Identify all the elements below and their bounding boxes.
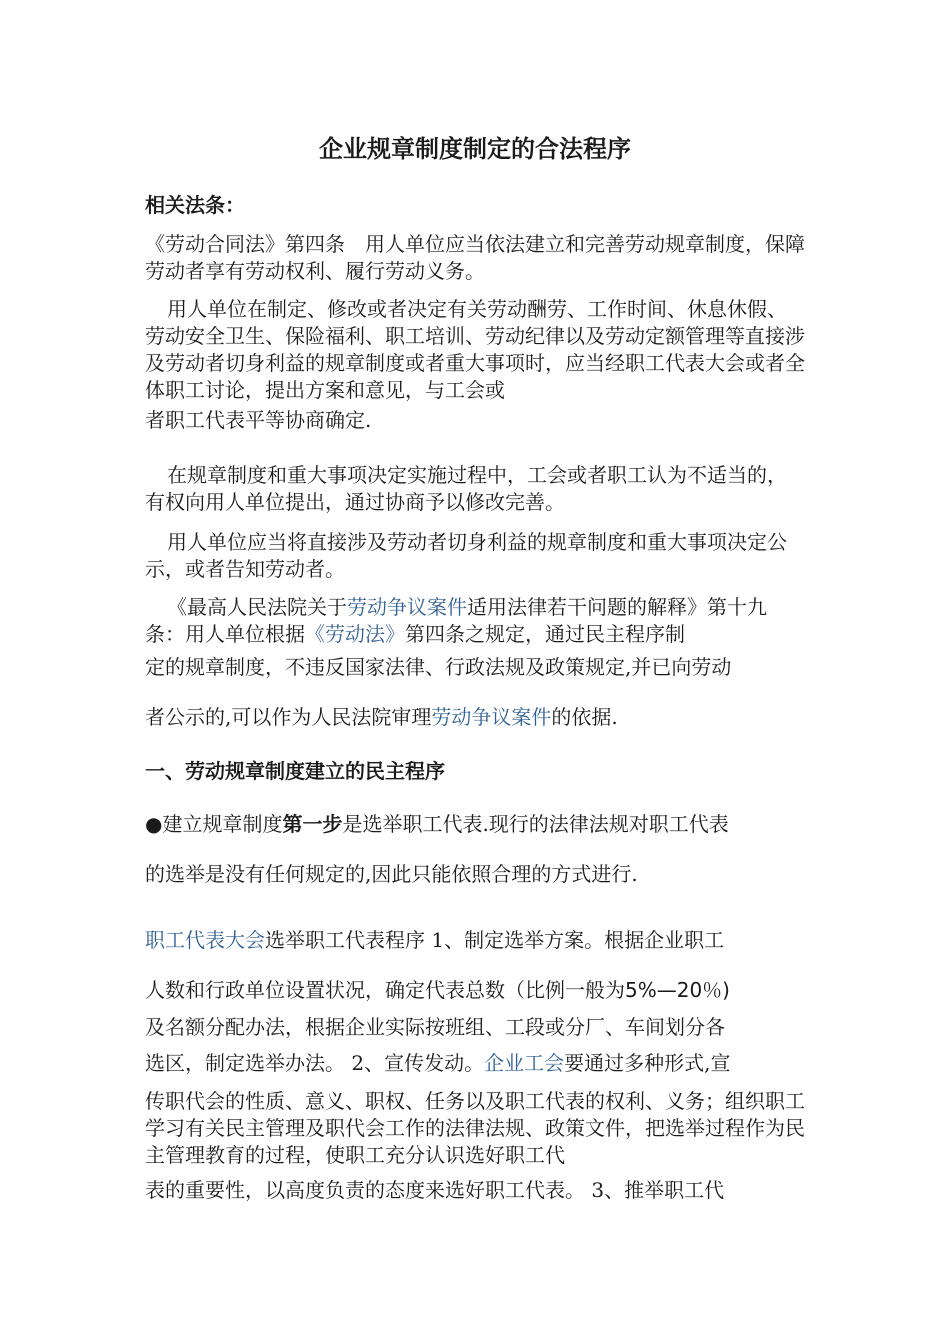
text-segment-percentage: 5%—20％) — [625, 978, 730, 1002]
paragraph-election-procedure-line1 — [145, 927, 805, 954]
text-segment: 选区，制定选举办法。 2、宣传发动。 — [145, 1051, 485, 1075]
text-segment: 要通过多种形式,宣 — [564, 1051, 731, 1075]
paragraph-election-procedure-last: 表的重要性，以高度负责的态度来选好职工代表。 3、推举职工代 — [145, 1178, 725, 1202]
text-segment: 者公示的,可以作为人民法院审理 — [145, 705, 432, 729]
section-heading-related-laws: 相关法条： — [145, 193, 245, 217]
text-segment: 是选举职工代表.现行的法律法规对职工代表 — [342, 812, 729, 836]
paragraph-supreme-court-line4 — [145, 704, 805, 731]
text-segment: 选举职工代表程序 1、制定选举方案。根据企业职工 — [265, 928, 725, 952]
paragraph-labor-contract-law-art4: 《劳动合同法》第四条 用人单位应当依法建立和完善劳动规章制度，保障劳动者享有劳动权利、履行劳动义务。 — [145, 232, 805, 283]
text-segment: 人数和行政单位设置状况，确定代表总数（比例一般为 — [145, 978, 625, 1002]
paragraph-election-procedure-body: 传职代会的性质、意义、职权、任务以及职工代表的权利、义务；组织职工学习有关民主管理及职代会工作的法律法规、政策文件，把选举过程作为民主管理教育的过程，使职工充分认识选好职工代 — [145, 1089, 805, 1167]
link-labor-dispute-cases-2[interactable]: 劳动争议案件 — [431, 705, 552, 729]
link-workers-congress[interactable]: 职工代表大会 — [145, 928, 265, 952]
paragraph-supreme-court-line3: 定的规章制度，不违反国家法律、行政法规及政策规定,并已向劳动 — [145, 655, 732, 679]
link-labor-dispute-cases[interactable]: 劳动争议案件 — [347, 595, 467, 619]
paragraph-election-procedure-line4 — [145, 1050, 805, 1077]
paragraph-employer-rules-consultation: 用人单位在制定、修改或者决定有关劳动酬劳、工作时间、休息休假、劳动安全卫生、保险福利、职工培训、劳动纪律以及劳动定额管理等直接涉及劳动者切身利益的规章制度或者重大事项时，应当经职工代表大会或者全体职工讨论，提出方案和意见，与工会或 — [145, 297, 805, 402]
paragraph-first-step — [145, 811, 805, 838]
paragraph-election-procedure-line3: 及名额分配办法，根据企业实际按班组、工段或分厂、车间划分各 — [145, 1015, 725, 1039]
link-enterprise-union[interactable]: 企业工会 — [484, 1051, 565, 1075]
text-segment: 第四条之规定，通过民主程序制 — [405, 622, 685, 646]
section-heading-democratic-procedure: 一、劳动规章制度建立的民主程序 — [145, 759, 445, 783]
text-segment: 适用法律若干问题的解释》第十九条：用人单位根据 — [145, 595, 767, 646]
paragraph-supreme-court-interpretation — [145, 594, 805, 648]
paragraph-first-step-line2: 的选举是没有任何规定的,因此只能依照合理的方式进行. — [145, 862, 638, 886]
document-title: 企业规章制度制定的合法程序 — [319, 135, 631, 163]
link-labor-law[interactable]: 《劳动法》 — [305, 622, 405, 646]
text-segment: ●建立规章制度 — [145, 812, 283, 836]
paragraph-union-objection: 在规章制度和重大事项决定实施过程中，工会或者职工认为不适当的，有权向用人单位提出，通过协商予以修改完善。 — [145, 463, 787, 514]
paragraph-employer-rules-consultation-end: 者职工代表平等协商确定. — [145, 408, 372, 432]
paragraph-election-procedure-line2 — [145, 977, 805, 1004]
text-segment: 的依据. — [551, 705, 618, 729]
text-segment: 《最高人民法院关于 — [167, 595, 347, 619]
paragraph-publication-duty: 用人单位应当将直接涉及劳动者切身利益的规章制度和重大事项决定公示，或者告知劳动者。 — [145, 530, 787, 581]
emphasis-first-step: 第一步 — [282, 812, 343, 836]
